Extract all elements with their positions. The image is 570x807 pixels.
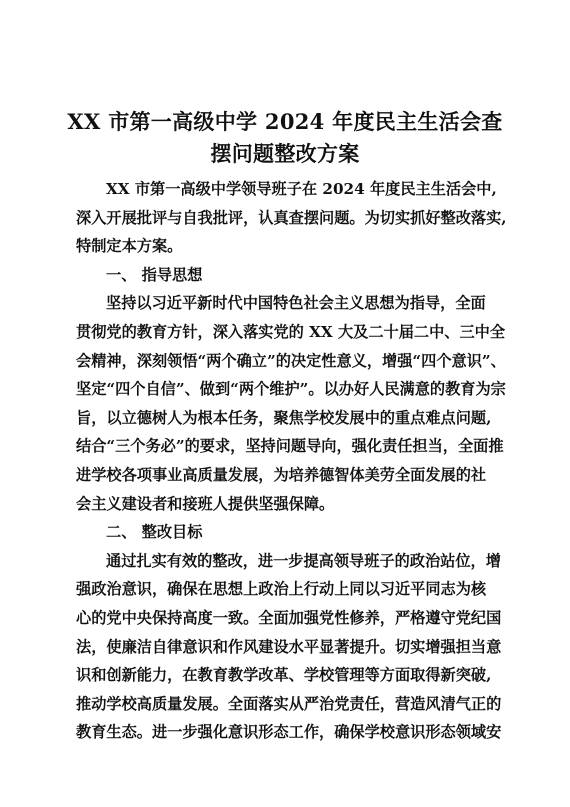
intro-line: 深入开展批评与自我批评，认真查摆问题。为切实抓好整改落实,	[76, 208, 507, 227]
section1-line: 贯彻党的教育方针，深入落实党的 XX 大及二十届二中、三中全	[76, 322, 506, 341]
section1-line: 坚持以习近平新时代中国特色社会主义思想为指导，全面	[106, 294, 486, 313]
section1-line: 结合“三个务必”的要求，坚持问题导向，强化责任担当，全面推	[76, 437, 504, 456]
section1-line: 进学校各项事业高质量发展，为培养德智体美劳全面发展的社	[76, 465, 487, 484]
section2-line: 通过扎实有效的整改，进一步提高领导班子的政治站位，增	[106, 551, 501, 570]
section2-line: 推动学校高质量发展。全面落实从严治党责任，营造风清气正的	[76, 694, 502, 713]
intro-line: XX 市第一高级中学领导班子在 2024 年度民主生活会中,	[106, 180, 497, 198]
document-body	[76, 175, 506, 747]
section2-line: 教育生态。进一步强化意识形态工作，确保学校意识形态领域安	[76, 723, 502, 742]
section-heading-guiding-ideology: 一、 指导思想	[106, 265, 203, 284]
document-title-line-2: 摆问题整改方案	[210, 141, 360, 166]
section2-line: 法，使廉洁自律意识和作风建设水平显著提升。切实增强担当意	[76, 637, 502, 656]
section-heading-rectification-goals: 二、 整改目标	[106, 523, 203, 542]
section2-line: 识和创新能力，在教育教学改革、学校管理等方面取得新突破,	[76, 666, 492, 685]
section2-line: 强政治意识，确保在思想上政治上行动上同以习近平同志为核	[76, 580, 487, 599]
section1-line: 旨，以立德树人为根本任务，聚焦学校发展中的重点难点问题,	[76, 408, 492, 427]
document-title-line-1: XX 市第一高级中学 2024 年度民主生活会查	[67, 109, 503, 134]
section1-line: 坚定“四个自信”、做到“两个维护”。以办好人民满意的教育为宗	[76, 380, 506, 399]
section2-line: 心的党中央保持高度一致。全面加强党性修养，严格遵守党纪国	[76, 608, 502, 627]
section1-line: 会主义建设者和接班人提供坚强保障。	[76, 494, 335, 513]
intro-line: 特制定本方案。	[76, 237, 183, 256]
section1-line: 会精神，深刻领悟“两个确立”的决定性意义，增强“四个意识”、	[76, 351, 506, 370]
